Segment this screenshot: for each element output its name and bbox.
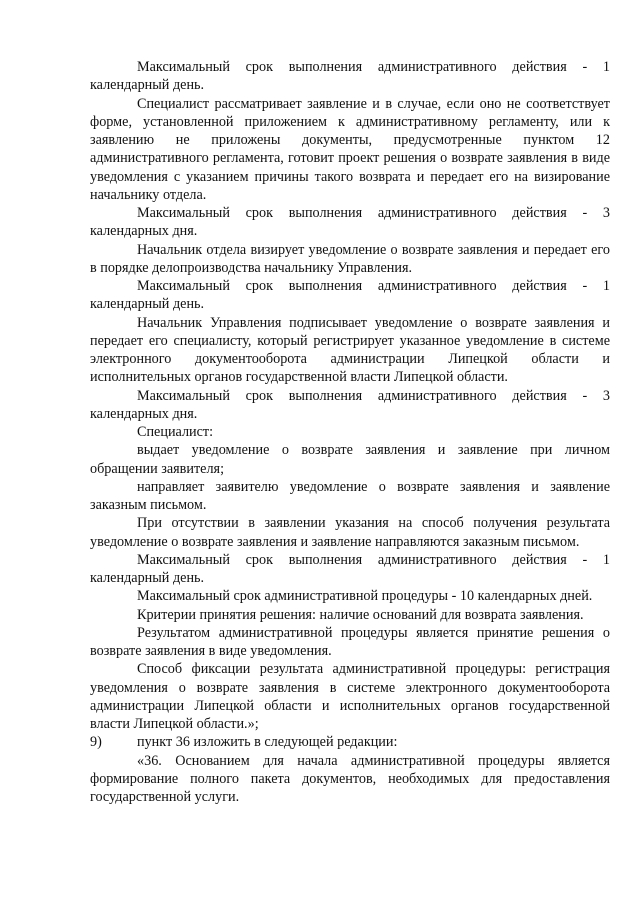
document-page (90, 58, 610, 806)
paragraph: При отсутствии в заявлении указания на способ получения результата уведомление о возврате заявления и заявление направляются заказным письмом. (90, 515, 610, 550)
paragraph: Специалист: (137, 424, 214, 440)
paragraph: Критерии принятия решения: наличие оснований для возврата заявления. (137, 606, 584, 623)
paragraph: Максимальный срок выполнения административного действия - 3 календарных дня. (90, 387, 610, 422)
paragraph: «36. Основанием для начала административной процедуры является формирование полного пакета документов, необходимых для предоставления государственной услуги. (90, 752, 610, 805)
paragraph: Максимальный срок выполнения административного действия - 1 календарный день. (90, 59, 610, 94)
paragraph: Максимальный срок выполнения административного действия - 1 календарный день. (90, 278, 610, 313)
paragraph: направляет заявителю уведомление о возврате заявления и заявление заказным письмом. (90, 478, 610, 513)
paragraph: Максимальный срок административной процедуры - 10 календарных дней. (137, 588, 593, 605)
paragraph: Максимальный срок выполнения административного действия - 3 календарных дня. (90, 205, 610, 240)
paragraph: Результатом административной процедуры является принятие решения о возврате заявления в виде уведомления. (90, 624, 610, 659)
paragraph: выдает уведомление о возврате заявления и заявление при личном обращении заявителя; (90, 442, 610, 477)
paragraph: Начальник отдела визирует уведомление о возврате заявления и передает его в порядке делопроизводства начальнику Управления. (90, 241, 610, 276)
paragraph: Максимальный срок выполнения административного действия - 1 календарный день. (90, 551, 610, 586)
paragraph: Специалист рассматривает заявление и в случае, если оно не соответствует форме, установленной приложением к административному регламенту, или к заявлению не приложены документы, предусмотренные пунктом 12 административного регламента, готовит проект решения о возврате заявления в виде уведомления с указанием причины такого возврата и передает его на визирование начальнику отдела. (90, 95, 610, 203)
item-text: пункт 36 изложить в следующей редакции: (137, 734, 398, 751)
paragraph: Способ фиксации результата административной процедуры: регистрация уведомления о возврате заявления в системе электронного документооборота администрации Липецкой области и исполнительных органов государственной власти Липецкой области.»; (90, 661, 610, 732)
numbered-item (90, 733, 610, 751)
paragraph: Начальник Управления подписывает уведомление о возврате заявления и передает его специалисту, который регистрирует указанное уведомление в системе электронного документооборота администрации Липецкой области и исполнительных органов государственной власти Липецкой области. (90, 314, 610, 386)
item-number: 9) (90, 734, 102, 751)
